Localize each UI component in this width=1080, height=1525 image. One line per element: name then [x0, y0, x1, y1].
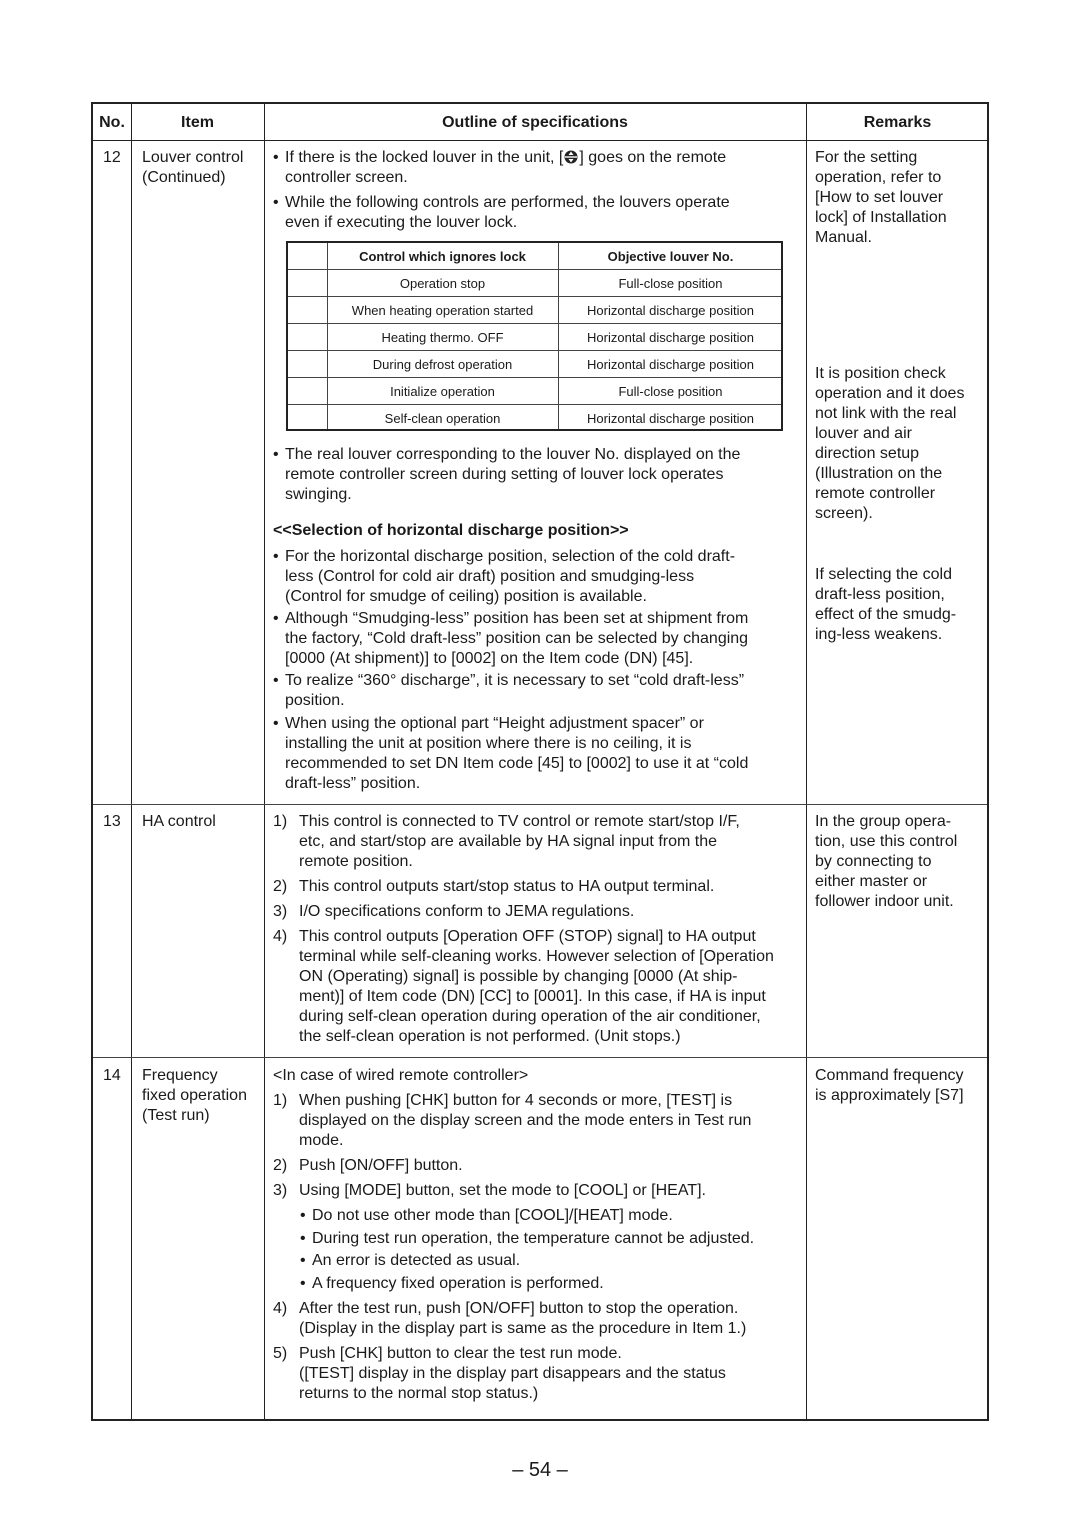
numbered-item [273, 812, 803, 872]
numbered-item [273, 877, 803, 897]
bullet-text: Although “Smudging-less” position has been set at shipment from the factory, “Cold draft-less” position can be selected by changing [0000 (At shipment)] to [0002] on the Item code (DN) [45]. [285, 610, 749, 667]
remark: For the setting operation, refer to [How to set louver lock] of Installation Manual. [815, 149, 947, 246]
bullet-text: An error is detected as usual. [312, 1252, 521, 1269]
item-text: Using [MODE] button, set the mode to [COOL] or [HEAT]. [299, 1182, 706, 1199]
numbered-item [273, 1344, 803, 1404]
item-text: This control is connected to TV control or remote start/stop I/F, etc, and start/stop are available by HA signal input from the remote position. [299, 813, 740, 870]
remark: In the group opera- tion, use this control by connecting to either master or follower indoor unit. [815, 813, 958, 910]
sub-bullet: • During test run operation, the temperature cannot be adjusted. [300, 1229, 800, 1249]
bullet-text: To realize “360° discharge”, it is necessary to set “cold draft-less” position. [285, 672, 745, 709]
section-subheading: <<Selection of horizontal discharge position>> [273, 522, 629, 539]
table-cell: Horizontal discharge position [587, 330, 754, 345]
table-cell: Full-close position [618, 384, 723, 399]
bullet: • The real louver corresponding to the louver No. displayed on the remote controller screen during setting of louver lock operates swinging. [273, 445, 803, 505]
louver-lock-table [286, 241, 783, 431]
table-cell: Full-close position [618, 276, 723, 291]
row-divider [93, 804, 987, 805]
sub-bullet: • A frequency fixed operation is performed. [300, 1274, 800, 1294]
bullet-text: A frequency fixed operation is performed. [312, 1275, 604, 1292]
item-number: 2) [273, 878, 288, 895]
table-cell: Initialize operation [390, 384, 495, 399]
table-cell: Self-clean operation [384, 411, 501, 426]
numbered-item [273, 902, 803, 922]
item-number: 5) [273, 1345, 288, 1362]
row-item: Louver control (Continued) [142, 149, 244, 186]
louver-lock-icon [563, 149, 579, 165]
bullet-text: When using the optional part “Height adjustment spacer” or installing the unit at position where there is no ceiling, it is recommended to set DN Item code [45] to [0002] to use it at “cold draft-less” position. [285, 715, 749, 792]
remark: It is position check operation and it does not link with the real louver and air direction setup (Illustration on the remote controller screen). [815, 365, 965, 522]
table-row-divider [288, 323, 781, 324]
item-number: 1) [273, 813, 288, 830]
row-item: Frequency fixed operation (Test run) [142, 1067, 247, 1124]
bullet-text: If there is the locked louver in the unit, [ [285, 149, 564, 166]
bullet: • While the following controls are performed, the louvers operate even if executing the louver lock. [273, 193, 803, 233]
numbered-item [273, 1091, 803, 1151]
table-cell: When heating operation started [351, 303, 534, 318]
table-cell: Heating thermo. OFF [381, 330, 504, 345]
row-no: 13 [103, 813, 121, 830]
bullet: • When using the optional part “Height adjustment spacer” or installing the unit at position where there is no ceiling, it is recommended to set DN Item code [45] to [0002] to use it at “cold draft-less” position. [273, 714, 803, 794]
bullet: • To realize “360° discharge”, it is necessary to set “cold draft-less” position. [273, 671, 803, 711]
bullet-text: For the horizontal discharge position, selection of the cold draft- less (Control for cold air draft) position and smudging-less (Control for smudge of ceiling) position is available. [285, 548, 736, 605]
table-cell: Horizontal discharge position [587, 411, 754, 426]
page-number: – 54 – [512, 1459, 568, 1481]
table-header: Control which ignores lock [359, 249, 526, 264]
col-divider [806, 104, 807, 1419]
table-row-divider [288, 296, 781, 297]
header-outline: Outline of specifications [442, 114, 628, 131]
table-row-divider [288, 350, 781, 351]
item-text: I/O specifications conform to JEMA regulations. [299, 903, 635, 920]
numbered-item [273, 927, 803, 1047]
row-no: 12 [103, 149, 121, 166]
remark: If selecting the cold draft-less position, effect of the smudg- ing-less weakens. [815, 566, 957, 643]
item-text: This control outputs start/stop status to HA output terminal. [299, 878, 715, 895]
sub-bullet: • An error is detected as usual. [300, 1251, 800, 1271]
table-row-divider [288, 269, 781, 270]
item-number: 2) [273, 1157, 288, 1174]
item-text: This control outputs [Operation OFF (STOP) signal] to HA output terminal while self-cleaning works. However selection of [Operation ON (Operating) signal] is possible by changing [0000 (At ship- ment)] of Item code (DN) [CC] to [0001]. In this case, if HA is input during self-clean operation during operation of the air conditioner, the self-clean operation is not performed. (Unit stops.) [299, 928, 774, 1045]
item-text: Push [CHK] button to clear the test run mode. ([TEST] display in the display part disappears and the status returns to the normal stop status.) [299, 1345, 726, 1402]
numbered-item [273, 1156, 803, 1176]
col-divider [264, 104, 265, 1419]
row-no: 14 [103, 1067, 121, 1084]
table-cell: Horizontal discharge position [587, 303, 754, 318]
table-cell: Horizontal discharge position [587, 357, 754, 372]
bullet-text: The real louver corresponding to the louver No. displayed on the remote controller screen during setting of louver lock operates swinging. [285, 446, 741, 503]
bullet-text: During test run operation, the temperature cannot be adjusted. [312, 1230, 755, 1247]
item-text: Push [ON/OFF] button. [299, 1157, 463, 1174]
item-number: 4) [273, 928, 288, 945]
numbered-item [273, 1181, 803, 1201]
bullet-text: ] goes on the remote [579, 149, 727, 166]
table-cell: Operation stop [399, 276, 486, 291]
row-item: HA control [142, 813, 216, 830]
header-divider [93, 140, 987, 141]
remark: Command frequency is approximately [S7] [815, 1067, 964, 1104]
item-text: When pushing [CHK] button for 4 seconds or more, [TEST] is displayed on the display screen and the mode enters in Test run mode. [299, 1092, 752, 1149]
header-item: Item [181, 114, 214, 131]
table-header: Objective louver No. [607, 249, 734, 264]
section-intro: <In case of wired remote controller> [273, 1067, 529, 1084]
col-divider [131, 104, 132, 1419]
bullet: • For the horizontal discharge position, selection of the cold draft- less (Control for cold air draft) position and smudging-less (Control for smudge of ceiling) position is available. [273, 547, 803, 607]
table-row-divider [288, 377, 781, 378]
item-number: 4) [273, 1300, 288, 1317]
bullet: • If there is the locked louver in the unit, [ ] goes on the remote controller screen. [273, 149, 727, 186]
table-row-divider [288, 404, 781, 405]
header-no: No. [99, 114, 125, 131]
item-number: 3) [273, 1182, 288, 1199]
header-remarks: Remarks [863, 114, 932, 131]
bullet-text: controller screen. [285, 169, 408, 186]
row-divider [93, 1057, 987, 1058]
item-number: 1) [273, 1092, 288, 1109]
item-number: 3) [273, 903, 288, 920]
bullet-text: Do not use other mode than [COOL]/[HEAT] mode. [312, 1207, 673, 1224]
bullet: • Although “Smudging-less” position has been set at shipment from the factory, “Cold draft-less” position can be selected by changing [0000 (At shipment)] to [0002] on the Item code (DN) [45]. [273, 609, 803, 669]
sub-bullet: • Do not use other mode than [COOL]/[HEAT] mode. [300, 1206, 800, 1226]
item-text: After the test run, push [ON/OFF] button to stop the operation. (Display in the display part is same as the procedure in Item 1.) [299, 1300, 747, 1337]
table-cell: During defrost operation [372, 357, 513, 372]
numbered-item [273, 1299, 803, 1339]
bullet-text: While the following controls are performed, the louvers operate even if executing the louver lock. [285, 194, 730, 231]
